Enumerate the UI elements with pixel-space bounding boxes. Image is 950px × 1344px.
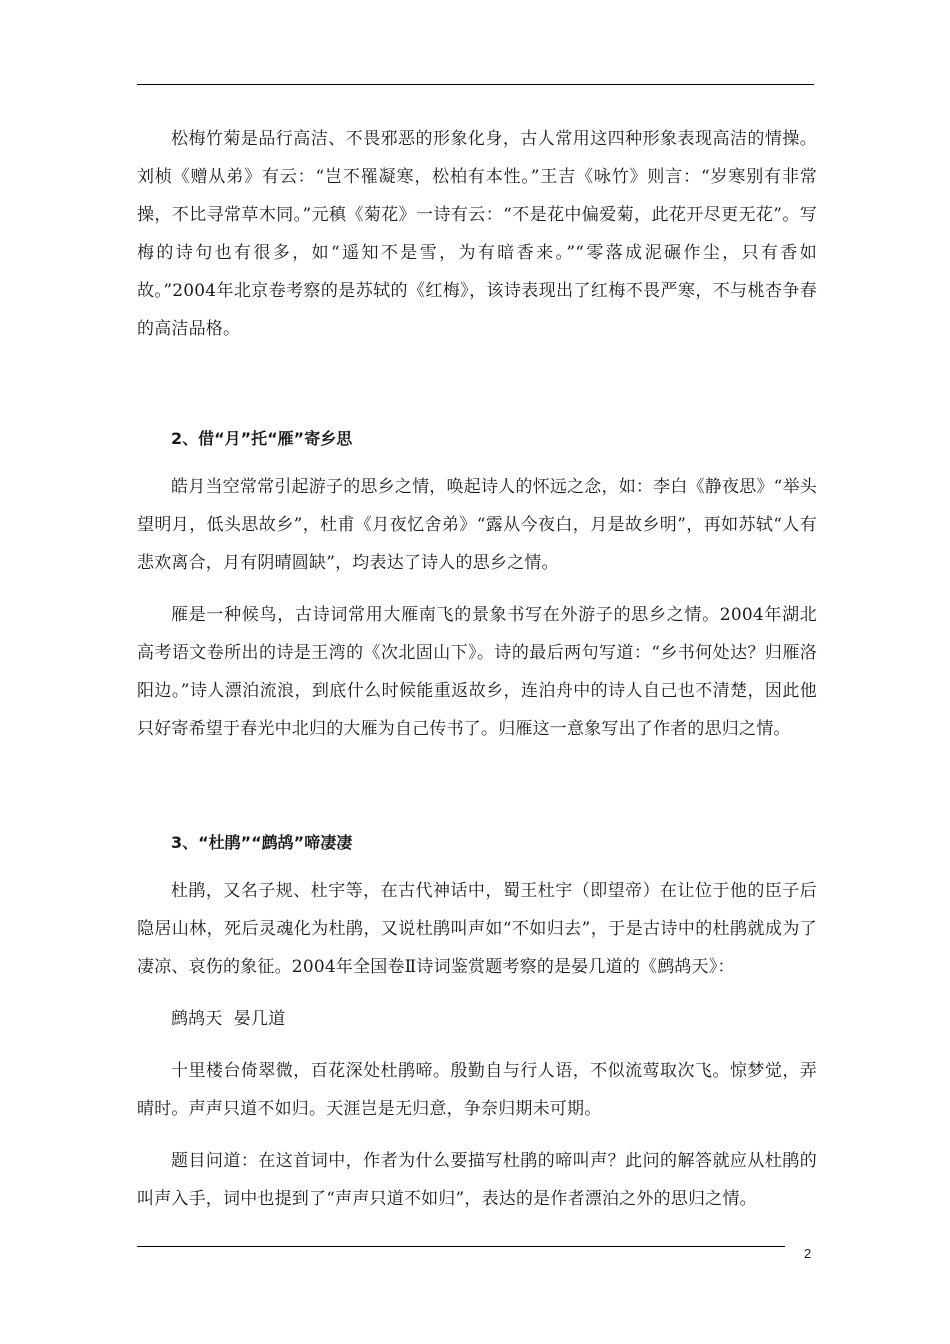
paragraph-cuckoo: 杜鹃，又名子规、杜宇等，在古代神话中，蜀王杜宇（即望帝）在让位于他的臣子后隐居山林，死后灵魂化为杜鹃，又说杜鹃叫声如“不如归去”，于是古诗中的杜鹃就成为了凄凉、哀伤的象征。2004年全国卷Ⅱ诗词鉴赏题考察的是晏几道的《鹧鸪天》： [137, 881, 817, 977]
header-rule [137, 84, 814, 85]
paragraph-moon: 皓月当空常常引起游子的思乡之情，唤起诗人的怀远之念，如：李白《静夜思》“举头望明月，低头思故乡”，杜甫《月夜忆舍弟》“露从今夜白，月是故乡明”，再如苏轼“人有悲欢离合，月有阴晴圆缺”，均表达了诗人的思乡之情。 [137, 477, 817, 573]
section-heading-cuckoo: 3、“杜鹃”“鹧鸪”啼凄凄 [171, 833, 353, 852]
paragraph-plum-bamboo: 松梅竹菊是品行高洁、不畏邪恶的形象化身，古人常用这四种形象表现高洁的情操。刘桢《赠从弟》有云：“岂不罹凝寒，松柏有本性。”王吉《咏竹》则言：“岁寒别有非常操，不比寻常草木同。”元稹《菊花》一诗有云：“不是花中偏爱菊，此花开尽更无花”。写梅的诗句也有很多，如“遥知不是雪，为有暗香来。”“零落成泥碾作尘，只有香如故。”2004年北京卷考察的是苏轼的《红梅》，该诗表现出了红梅不畏严寒，不与桃杏争春的高洁品格。 [137, 129, 817, 339]
footer-rule [137, 1246, 785, 1247]
poem-body: 十里楼台倚翠微，百花深处杜鹃啼。殷勤自与行人语，不似流莺取次飞。惊梦觉，弄晴时。声声只道不如归。天涯岂是无归意，争奈归期未可期。 [137, 1061, 817, 1119]
paragraph-question: 题目问道：在这首词中，作者为什么要描写杜鹃的啼叫声？此问的解答就应从杜鹃的叫声入手，词中也提到了“声声只道不如归”，表达的是作者漂泊之外的思归之情。 [137, 1151, 817, 1209]
paragraph-geese: 雁是一种候鸟，古诗词常用大雁南飞的景象书写在外游子的思乡之情。2004年湖北高考语文卷所出的诗是王湾的《次北固山下》。诗的最后两句写道：“乡书何处达？归雁洛阳边。”诗人漂泊流浪，到底什么时候能重返故乡，连泊舟中的诗人自己也不清楚，因此他只好寄希望于春光中北归的大雁为自己传书了。归雁这一意象写出了作者的思归之情。 [137, 605, 817, 739]
document-body [137, 120, 817, 1218]
section-heading-moon-geese: 2、借“月”托“雁”寄乡思 [171, 429, 353, 448]
page-number: 2 [804, 1246, 812, 1261]
poem-title: 鹧鸪天 晏几道 [171, 1009, 286, 1029]
